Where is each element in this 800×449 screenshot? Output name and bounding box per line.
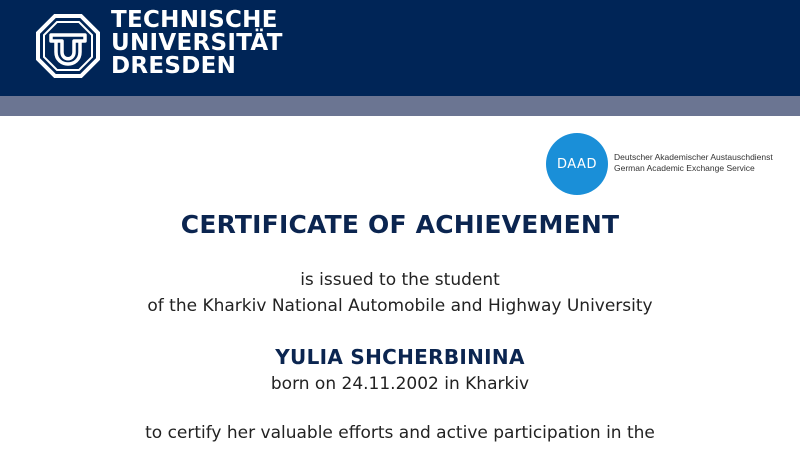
certificate-title: CERTIFICATE OF ACHIEVEMENT [180,210,620,239]
student-name: YULIA SHCHERBININA [275,345,525,369]
daad-organization-name [614,152,773,174]
tu-dresden-logo-icon [36,14,100,78]
university-name-line1: TECHNISCHE [111,7,278,33]
daad-name-german: Deutscher Akademischer Austauschdienst [614,152,773,162]
daad-logo [546,133,608,195]
birth-info-line: born on 24.11.2002 in Kharkiv [270,374,530,394]
university-affiliation-line: of the Kharkiv National Automobile and Highway University [147,296,653,316]
daad-logo-label: DAAD [557,156,597,172]
university-name-line3: DRESDEN [111,53,237,79]
certify-line: to certify her valuable efforts and active participation in the [145,423,655,443]
accent-band [0,96,800,116]
issued-to-line: is issued to the student [300,270,500,290]
university-wordmark [111,9,283,78]
university-name-line2: UNIVERSITÄT [111,30,283,56]
daad-name-english: German Academic Exchange Service [614,163,755,173]
